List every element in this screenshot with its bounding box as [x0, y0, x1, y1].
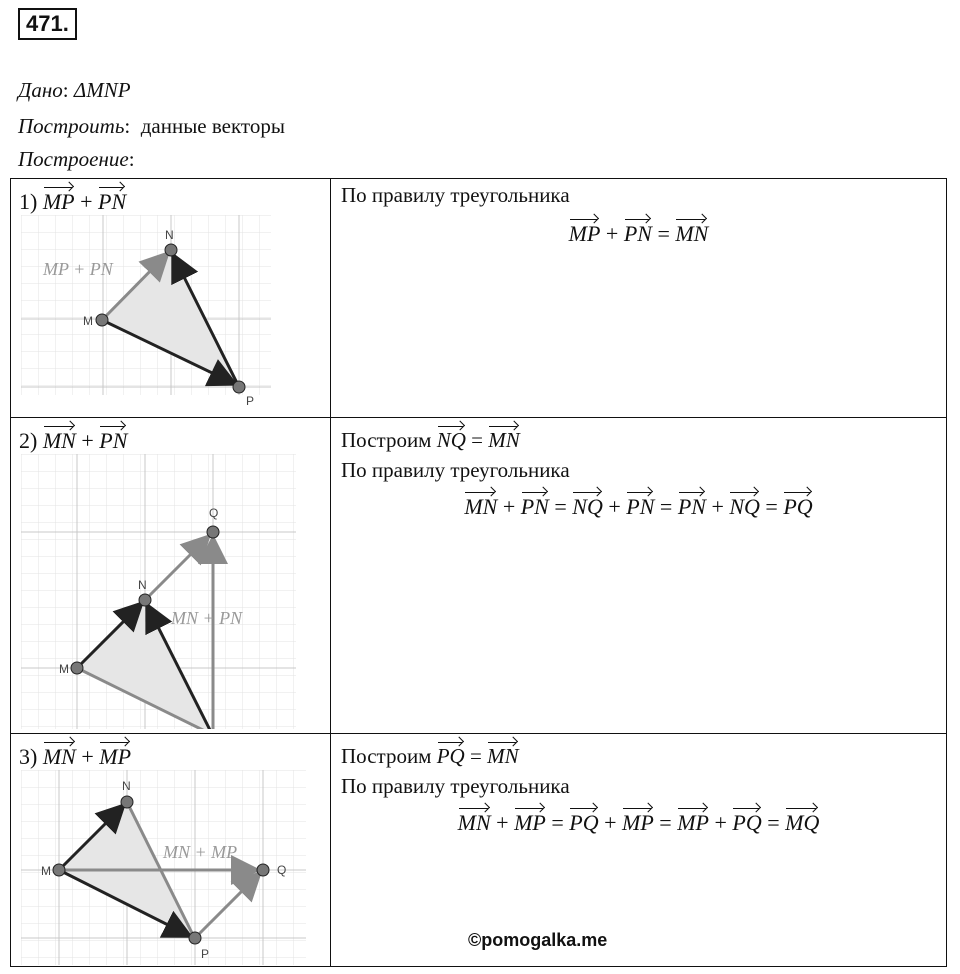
row2-rule-text: По правилу треугольника	[341, 458, 570, 482]
given-line: Дано: ΔMNP	[18, 78, 131, 102]
build-label: Построить	[18, 114, 125, 138]
svg-text:P: P	[201, 947, 210, 961]
row1-rule-text: По правилу треугольника	[341, 183, 570, 207]
row1-left-cell	[11, 179, 331, 418]
figure-label: MP + PN	[43, 259, 113, 279]
row3-figure	[21, 770, 306, 965]
point-m	[96, 314, 108, 326]
row2-construct-text: Построим NQ = MN	[341, 422, 520, 453]
svg-text:Q: Q	[209, 506, 219, 520]
build-line: Построить: данные векторы	[18, 114, 285, 138]
svg-text:M: M	[41, 864, 51, 878]
solution-table	[10, 178, 947, 967]
row3-rule-text: По правилу треугольника	[341, 774, 570, 798]
problem-number: 471.	[18, 8, 77, 40]
figure-label: MN + MP	[163, 842, 238, 862]
row1-right-cell	[331, 179, 947, 418]
row3-construct-text: Построим PQ = MN	[341, 738, 519, 769]
figure-label: MN + PN	[171, 608, 243, 628]
construction-label: Построение	[18, 147, 129, 171]
label-n: N	[165, 228, 174, 242]
svg-text:M: M	[59, 662, 69, 676]
row2-task: 2) MN + PN	[19, 422, 127, 454]
row1-formula: MP + PN = MN	[331, 215, 946, 247]
label-m: M	[83, 314, 93, 328]
given-label: Дано	[18, 78, 63, 102]
row1-task: 1) MP + PN	[19, 183, 126, 215]
row2-right-cell	[331, 418, 947, 734]
row2-left-cell	[11, 418, 331, 734]
svg-text:Q: Q	[277, 863, 287, 877]
watermark: ©pomogalka.me	[468, 930, 608, 950]
label-p: P	[246, 394, 255, 408]
svg-text:N: N	[122, 779, 131, 793]
given-value: ΔMNP	[73, 78, 131, 102]
row1-figure	[21, 215, 271, 415]
point-p	[233, 381, 245, 393]
row3-formula: MN + MP = PQ + MP = MP + PQ = MQ	[331, 804, 946, 836]
row3-right-cell	[331, 734, 947, 967]
build-value: данные векторы	[140, 114, 285, 138]
row2-figure	[21, 454, 296, 729]
construction-line: Построение:	[18, 147, 135, 171]
row2-formula: MN + PN = NQ + PN = PN + NQ = PQ	[331, 488, 946, 520]
row3-left-cell	[11, 734, 331, 967]
svg-text:N: N	[138, 578, 147, 592]
row3-task: 3) MN + MP	[19, 738, 131, 770]
point-n	[165, 244, 177, 256]
